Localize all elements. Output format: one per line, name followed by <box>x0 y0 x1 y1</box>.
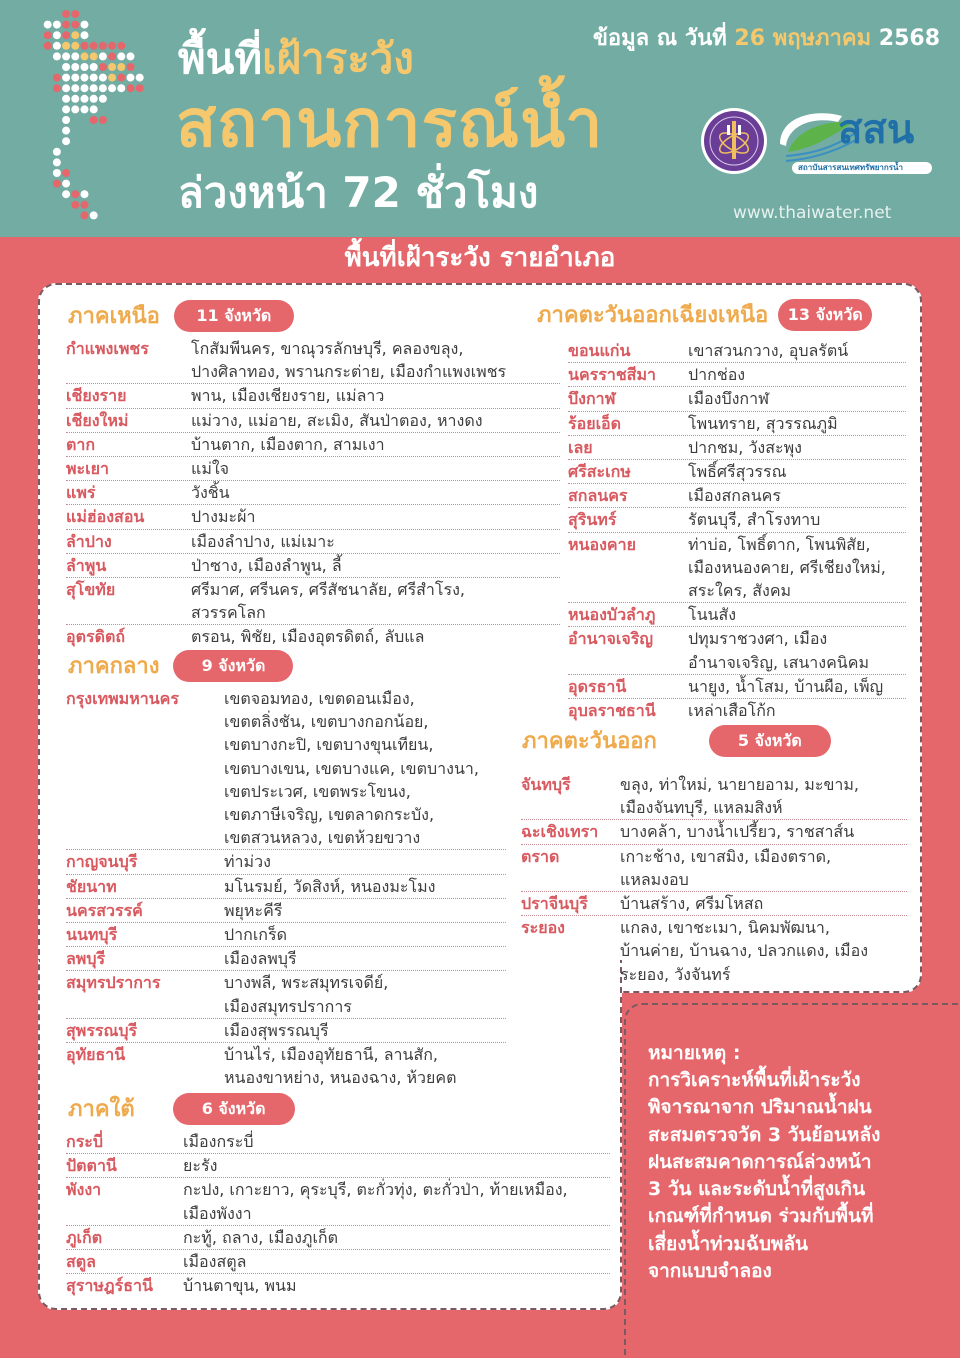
province-name: แม่ฮ่องสอน <box>66 507 145 527</box>
district-list <box>183 1154 217 1177</box>
section-title: พื้นที่เฝ้าระวัง รายอำเภอ <box>344 243 616 273</box>
province-row <box>66 530 560 554</box>
province-name: ปราจีนบุรี <box>521 894 588 914</box>
province-row <box>66 625 560 648</box>
province-name: อุทัยธานี <box>66 1045 126 1065</box>
province-row <box>66 899 506 923</box>
region-header-east <box>522 723 831 758</box>
district-line: กะปง, เกาะยาว, คุระบุรี, ตะกั่วทุ่ง, ตะกั่วป่า, ท้ายเหมือง, <box>183 1180 568 1200</box>
district-list <box>183 1250 246 1273</box>
district-line: โกสัมพีนคร, ขาณุวรลักษบุรี, คลองขลุง, <box>191 339 464 358</box>
website-link[interactable]: www.thaiwater.net <box>733 203 892 223</box>
district-line: นายูง, น้ำโสม, บ้านผือ, เพ็ญ <box>688 676 884 696</box>
province-name: เชียงใหม่ <box>66 410 129 430</box>
district-line: สระใคร, สังคม <box>688 581 792 601</box>
province-name: สมุทรปราการ <box>66 973 161 993</box>
province-list-south <box>66 1130 610 1297</box>
district-list <box>191 530 335 553</box>
district-line: เมืองสกลนคร <box>688 486 781 506</box>
district-line: แกลง, เขาชะเมา, นิคมพัฒนา, <box>620 918 830 938</box>
district-line: ยะรัง <box>183 1156 218 1176</box>
province-row <box>66 923 506 947</box>
province-row <box>66 1250 610 1274</box>
province-row <box>568 699 906 722</box>
note-line: เกณฑ์ที่กำหนด ร่วมกับพื้นที่ <box>648 1205 874 1228</box>
province-name: กำแพงเพชร <box>66 339 149 358</box>
province-name: พังงา <box>66 1180 102 1200</box>
province-name: แพร่ <box>66 483 96 503</box>
province-name: เลย <box>568 437 593 457</box>
province-row <box>66 875 506 899</box>
district-line: รัตนบุรี, สำโรงทาบ <box>688 510 821 530</box>
province-name: อุบลราชธานี <box>568 701 656 721</box>
province-row <box>568 484 906 508</box>
district-line: แม่วาง, แม่อาย, สะเมิง, สันป่าตอง, หางดง <box>191 410 483 430</box>
district-list <box>191 457 229 480</box>
district-line: อำนาจเจริญ, เสนางคนิคม <box>688 652 869 672</box>
district-list <box>224 850 271 873</box>
province-name: กรุงเทพมหานคร <box>66 689 179 708</box>
province-name: สุพรรณบุรี <box>66 1020 138 1040</box>
note-body <box>648 1067 948 1285</box>
district-line: ระยอง, วังจันทร์ <box>620 964 731 984</box>
province-name: ปัตตานี <box>66 1156 117 1176</box>
district-line: พยุหะคีรี <box>224 900 283 920</box>
district-list <box>620 820 854 843</box>
note-line: ฝนสะสมคาดการณ์ล่วงหน้า <box>648 1150 872 1173</box>
province-row <box>66 1226 610 1250</box>
province-row <box>66 1178 610 1225</box>
title-line-2: สถานการณ์น้ำ <box>176 85 604 162</box>
province-name: ลพบุรี <box>66 949 106 969</box>
note-line: จากแบบจำลอง <box>648 1260 772 1283</box>
province-count-badge: 5 จังหวัด <box>709 725 831 757</box>
note-line: 3 วัน และระดับน้ำที่สูงเกิน <box>648 1178 866 1201</box>
district-line: บ้านค่าย, บ้านฉาง, ปลวกแดง, เมือง <box>620 941 869 961</box>
province-row <box>568 387 906 411</box>
note-line: พิจารณาจาก ปริมาณน้ำฝน <box>648 1096 872 1119</box>
district-list <box>191 433 385 456</box>
province-name: จันทบุรี <box>521 775 571 794</box>
province-row <box>66 850 506 874</box>
province-name: พะเยา <box>66 459 109 479</box>
district-list <box>688 699 776 722</box>
province-row <box>568 627 906 674</box>
province-row <box>521 773 907 820</box>
province-name: ศรีสะเกษ <box>568 462 631 482</box>
district-line: เขตภาษีเจริญ, เขตลาดกระบัง, <box>224 805 435 825</box>
district-list <box>191 554 342 577</box>
province-row <box>66 971 506 1018</box>
district-line: เมืองจันทบุรี, แหลมสิงห์ <box>620 798 783 818</box>
title-line-1-highlight: เฝ้าระวัง <box>262 34 414 83</box>
district-list <box>224 1043 457 1089</box>
district-line: เกาะช้าง, เขาสมิง, เมืองตราด, <box>620 846 832 866</box>
district-line: เขตประเวศ, เขตพระโขนง, <box>224 781 411 801</box>
province-name: สุราษฎร์ธานี <box>66 1276 153 1296</box>
district-list <box>191 481 230 504</box>
district-list <box>224 899 282 922</box>
thailand-dot-map-icon <box>36 8 156 233</box>
province-name: ลำปาง <box>66 531 112 551</box>
district-list <box>191 625 424 648</box>
province-name: สุรินทร์ <box>568 510 617 530</box>
province-count-badge: 11 จังหวัด <box>174 300 294 332</box>
province-name: ภูเก็ต <box>66 1227 103 1247</box>
district-line: ท่าบ่อ, โพธิ์ตาก, โพนพิสัย, <box>688 534 871 554</box>
district-list <box>183 1274 297 1297</box>
district-line: บางพลี, พระสมุทรเจดีย์, <box>224 973 389 993</box>
province-row <box>568 412 906 436</box>
province-row <box>568 460 906 484</box>
note-line: สะสมตรวจวัด 3 วันย้อนหลัง <box>648 1123 881 1146</box>
province-row <box>66 433 560 457</box>
district-list <box>224 1019 329 1042</box>
province-row <box>568 436 906 460</box>
district-list <box>224 923 287 946</box>
note-line: การวิเคราะห์พื้นที่เฝ้าระวัง <box>648 1069 861 1091</box>
province-name: กาญจนบุรี <box>66 852 138 872</box>
region-name: ภาคเหนือ <box>68 304 160 329</box>
hii-logo <box>772 104 936 176</box>
district-list <box>620 773 859 819</box>
province-row <box>66 1154 610 1178</box>
province-count-badge: 13 จังหวัด <box>778 299 872 331</box>
region-name: ภาคกลาง <box>68 654 160 679</box>
district-line: บ้านไร่, เมืองอุทัยธานี, ลานสัก, <box>224 1045 438 1065</box>
district-list <box>620 845 831 891</box>
district-line: บ้านสร้าง, ศรีมโหสถ <box>620 894 764 914</box>
province-row <box>66 1043 506 1089</box>
province-list-east <box>521 773 907 986</box>
province-name: อุตรดิตถ์ <box>66 627 126 647</box>
district-line: โพนทราย, สุวรรณภูมิ <box>688 413 838 433</box>
district-line: สวรรคโลก <box>191 603 266 623</box>
note-line: เสี่ยงน้ำท่วมฉับพลัน <box>648 1232 809 1255</box>
data-date <box>593 20 940 55</box>
district-list <box>224 687 479 849</box>
district-line: หนองขาหย่าง, หนองฉาง, ห้วยคต <box>224 1068 457 1088</box>
district-line: บ้านตาก, เมืองตาก, สามเงา <box>191 434 385 454</box>
hii-logo-subtext: สถาบันสารสนเทศทรัพยากรน้ำ <box>798 163 903 172</box>
region-header-northeast <box>537 297 872 332</box>
district-line: ป่าซาง, เมืองลำพูน, ลี้ <box>191 555 342 575</box>
province-row <box>66 1019 506 1043</box>
province-name: ฉะเชิงเทรา <box>521 822 599 842</box>
region-name: ภาคตะวันออก <box>522 729 657 754</box>
province-row <box>66 578 560 625</box>
district-line: ท่าม่วง <box>224 852 271 872</box>
province-row <box>66 1274 610 1297</box>
district-line: บางคล้า, บางน้ำเปรี้ยว, ราชสาส์น <box>620 822 855 842</box>
district-list <box>688 675 883 698</box>
province-name: กระบี่ <box>66 1132 104 1151</box>
province-name: สกลนคร <box>568 486 628 506</box>
date-prefix: ข้อมูล ณ วันที่ <box>592 26 735 51</box>
district-line: ปทุมราชวงศา, เมือง <box>688 629 828 649</box>
province-row <box>521 892 907 916</box>
province-list-central <box>66 687 506 1089</box>
district-line: ปางศิลาทอง, พรานกระต่าย, เมืองกำแพงเพชร <box>191 362 507 382</box>
province-row <box>66 554 560 578</box>
district-line: บ้านตาขุน, พนม <box>183 1276 297 1296</box>
district-line: แหลมงอบ <box>620 869 689 889</box>
date-year: 2568 <box>871 26 940 51</box>
province-name: ร้อยเอ็ด <box>568 413 622 433</box>
district-line: เขาสวนกวาง, อุบลรัตน์ <box>688 341 849 360</box>
district-line: ตรอน, พิชัย, เมืองอุตรดิตถ์, ลับแล <box>191 627 425 647</box>
district-line: กะทู้, ถลาง, เมืองภูเก็ต <box>183 1227 338 1247</box>
province-row <box>521 845 907 892</box>
province-row <box>66 481 560 505</box>
district-list <box>620 916 868 986</box>
district-list <box>191 505 255 528</box>
province-row <box>66 505 560 529</box>
district-line: เมืองกระบี่ <box>183 1132 254 1151</box>
district-line: เมืองลพบุรี <box>224 949 297 969</box>
district-line: เมืองพังงา <box>183 1203 252 1223</box>
district-line: พาน, เมืองเชียงราย, แม่ลาว <box>191 386 385 406</box>
district-list <box>224 947 297 970</box>
province-list-northeast <box>568 339 906 722</box>
province-count-badge: 6 จังหวัด <box>173 1093 295 1125</box>
province-name: ระยอง <box>521 918 565 938</box>
province-name: ขอนแก่น <box>568 341 631 360</box>
district-line: เหล่าเสือโก้ก <box>688 701 776 721</box>
district-line: เขตจอมทอง, เขตดอนเมือง, <box>224 689 415 708</box>
province-name: ตาก <box>66 434 96 454</box>
province-row <box>66 457 560 481</box>
province-name: ลำพูน <box>66 555 107 575</box>
title-line-3: ล่วงหน้า 72 ชั่วโมง <box>178 168 539 217</box>
district-line: เขตสวนหลวง, เขตห้วยขวาง <box>224 828 421 848</box>
province-name: สตูล <box>66 1252 96 1272</box>
region-name: ภาคตะวันออกเฉียงเหนือ <box>537 303 769 328</box>
district-line: เมืองสุพรรณบุรี <box>224 1020 329 1040</box>
district-line: โนนสัง <box>688 605 737 625</box>
region-header-south <box>68 1091 295 1126</box>
district-list <box>688 412 838 435</box>
note-title: หมายเหตุ : <box>648 1042 741 1064</box>
district-line: เขตตลิ่งชัน, เขตบางกอกน้อย, <box>224 712 429 732</box>
province-row <box>521 820 907 844</box>
title-line-1 <box>178 36 414 82</box>
district-line: แม่ใจ <box>191 459 230 479</box>
district-list <box>688 484 781 507</box>
province-name: นนทบุรี <box>66 925 118 945</box>
district-list <box>688 533 886 603</box>
province-row <box>66 384 560 408</box>
district-line: ปากชม, วังสะพุง <box>688 437 802 457</box>
province-row <box>66 687 506 850</box>
province-name: หนองบัวลำภู <box>568 605 656 625</box>
district-list <box>224 875 435 898</box>
region-name: ภาคใต้ <box>68 1097 135 1122</box>
province-list-north <box>66 337 560 649</box>
province-row <box>66 409 560 433</box>
district-list <box>688 387 769 410</box>
district-line: เขตบางกะปิ, เขตบางขุนเทียน, <box>224 735 434 755</box>
province-name: อุดรธานี <box>568 676 627 696</box>
province-count-badge: 9 จังหวัด <box>173 650 293 682</box>
district-list <box>620 892 763 915</box>
ministry-seal-logo-icon <box>700 107 768 175</box>
district-list <box>688 436 802 459</box>
district-list <box>688 339 848 362</box>
header-banner <box>0 0 960 237</box>
province-row <box>568 603 906 627</box>
district-list <box>191 337 506 383</box>
province-name: สุโขทัย <box>66 580 116 600</box>
province-row <box>66 337 560 384</box>
district-list <box>688 508 820 531</box>
province-row <box>568 363 906 387</box>
district-line: เมืองหนองคาย, ศรีเชียงใหม่, <box>688 557 886 577</box>
date-day-month: 26 พฤษภาคม <box>734 26 872 51</box>
title-line-1-white: พื้นที่ <box>178 34 263 83</box>
district-line: ปางมะผ้า <box>191 507 256 527</box>
province-row <box>568 675 906 699</box>
district-line: ปากเกร็ด <box>224 925 287 945</box>
district-list <box>224 971 388 1017</box>
region-header-central <box>68 648 293 683</box>
district-list <box>191 578 465 624</box>
province-row <box>568 508 906 532</box>
province-row <box>568 339 906 363</box>
district-line: โพธิ์ศรีสุวรรณ <box>688 462 787 482</box>
province-name: นครราชสีมา <box>568 365 656 385</box>
district-line: ศรีมาศ, ศรีนคร, ศรีสัชนาลัย, ศรีสำโรง, <box>191 580 465 600</box>
district-line: เมืองบึงกาฬ <box>688 389 770 409</box>
district-list <box>183 1226 338 1249</box>
district-line: ปากช่อง <box>688 365 746 385</box>
province-row <box>66 1130 610 1154</box>
district-list <box>191 409 483 432</box>
district-line: เมืองสมุทรปราการ <box>224 996 352 1016</box>
district-line: มโนรมย์, วัดสิงห์, หนองมะโมง <box>224 876 436 896</box>
district-list <box>688 363 745 386</box>
district-line: วังชิ้น <box>191 483 230 503</box>
province-row <box>568 533 906 604</box>
district-line: เขตบางเขน, เขตบางแค, เขตบางนา, <box>224 758 479 778</box>
district-list <box>688 603 736 626</box>
province-name: บึงกาฬ <box>568 389 616 409</box>
district-list <box>183 1178 568 1224</box>
district-list <box>688 627 869 673</box>
province-name: ตราด <box>521 846 560 866</box>
province-name: นครสวรรค์ <box>66 900 143 920</box>
district-list <box>183 1130 253 1153</box>
province-name: ชัยนาท <box>66 876 117 896</box>
province-name: อำนาจเจริญ <box>568 629 653 649</box>
province-name: หนองคาย <box>568 534 636 554</box>
district-line: เมืองลำปาง, แม่เมาะ <box>191 531 335 551</box>
district-line: เมืองสตูล <box>183 1252 247 1272</box>
district-line: ขลุง, ท่าใหม่, นายายอาม, มะขาม, <box>620 775 859 794</box>
province-name: เชียงราย <box>66 386 127 406</box>
hii-logo-text: สสน <box>838 107 915 153</box>
district-list <box>191 384 384 407</box>
province-row <box>521 916 907 986</box>
district-list <box>688 460 786 483</box>
region-header-north <box>68 298 294 333</box>
province-row <box>66 947 506 971</box>
